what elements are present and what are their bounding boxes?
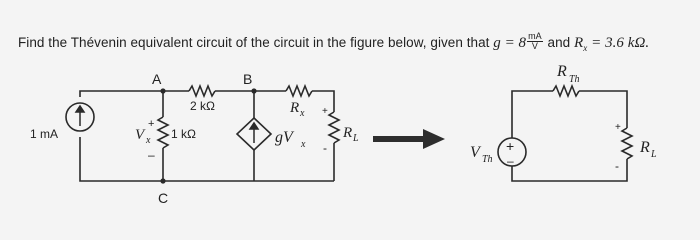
rl-label: R [343, 125, 353, 141]
node-c-label: C [158, 190, 169, 206]
vth-label: V [470, 144, 480, 161]
rl-th-label-sub: L [651, 149, 657, 160]
g-unit-numerator: mA [528, 31, 542, 41]
arrow-head [423, 129, 445, 149]
th-top-left-wire [512, 91, 553, 138]
vx-minus-sign: – [148, 148, 155, 162]
rl-th-plus-sign: + [615, 122, 621, 133]
rl-minus-sign: - [323, 141, 327, 155]
rx-label: R [290, 100, 300, 116]
vth-source-plus: + [506, 138, 515, 154]
resistor-1k [158, 117, 168, 148]
resistor-rth [553, 86, 579, 96]
resistor-2k-label: 2 kΩ [190, 99, 215, 113]
current-source-label: 1 mA [30, 127, 59, 141]
equivalence-arrow-icon [373, 129, 445, 149]
resistor-rx [286, 86, 312, 96]
rl-plus-sign: + [322, 106, 328, 117]
rx-value: = 3.6 kΩ. [591, 35, 650, 52]
resistor-1k-label: 1 kΩ [171, 127, 196, 141]
rl-th-minus-sign: - [615, 159, 619, 173]
node-c-dot [160, 178, 165, 183]
resistor-2k [189, 86, 215, 96]
vth-label-sub: Th [482, 154, 493, 165]
vx-plus-sign: + [148, 118, 155, 130]
dependent-source-sub: x [301, 139, 306, 150]
dependent-source-label: gV [275, 129, 293, 146]
node-a-label: A [152, 71, 162, 87]
rl-th-label: R [640, 139, 650, 156]
resistor-rl-th [622, 128, 632, 159]
and-word: and [547, 35, 571, 51]
resistor-rl [329, 112, 339, 143]
vx-label: V [135, 127, 145, 143]
rx-symbol-sub: x [583, 43, 588, 54]
g-definition: g = 8 [493, 35, 527, 52]
top-wire-left [80, 91, 189, 97]
vx-label-sub: x [146, 135, 151, 146]
th-bottom-wire [512, 159, 627, 181]
bottom-wire [80, 137, 334, 181]
arrow-shaft [373, 136, 425, 142]
g-unit-denominator: V [531, 41, 538, 51]
node-b-label: B [243, 71, 253, 87]
node-b-dot [251, 88, 256, 93]
node-a-dot [160, 88, 165, 93]
rth-label-sub: Th [569, 74, 580, 85]
rx-label-sub: x [300, 108, 305, 119]
rx-symbol: $R_x$ [574, 35, 588, 54]
vth-source-minus: – [507, 154, 514, 168]
dep-source-arrowhead-icon [250, 123, 258, 129]
rth-label: R [557, 63, 567, 80]
current-source-arrowhead-icon [76, 106, 84, 112]
question-sentence: Find the Thévenin equivalent circuit of the circuit in the figure below, given that [18, 35, 490, 51]
rl-label-sub: L [353, 133, 359, 144]
thevenin-circuit-wires [498, 86, 632, 181]
